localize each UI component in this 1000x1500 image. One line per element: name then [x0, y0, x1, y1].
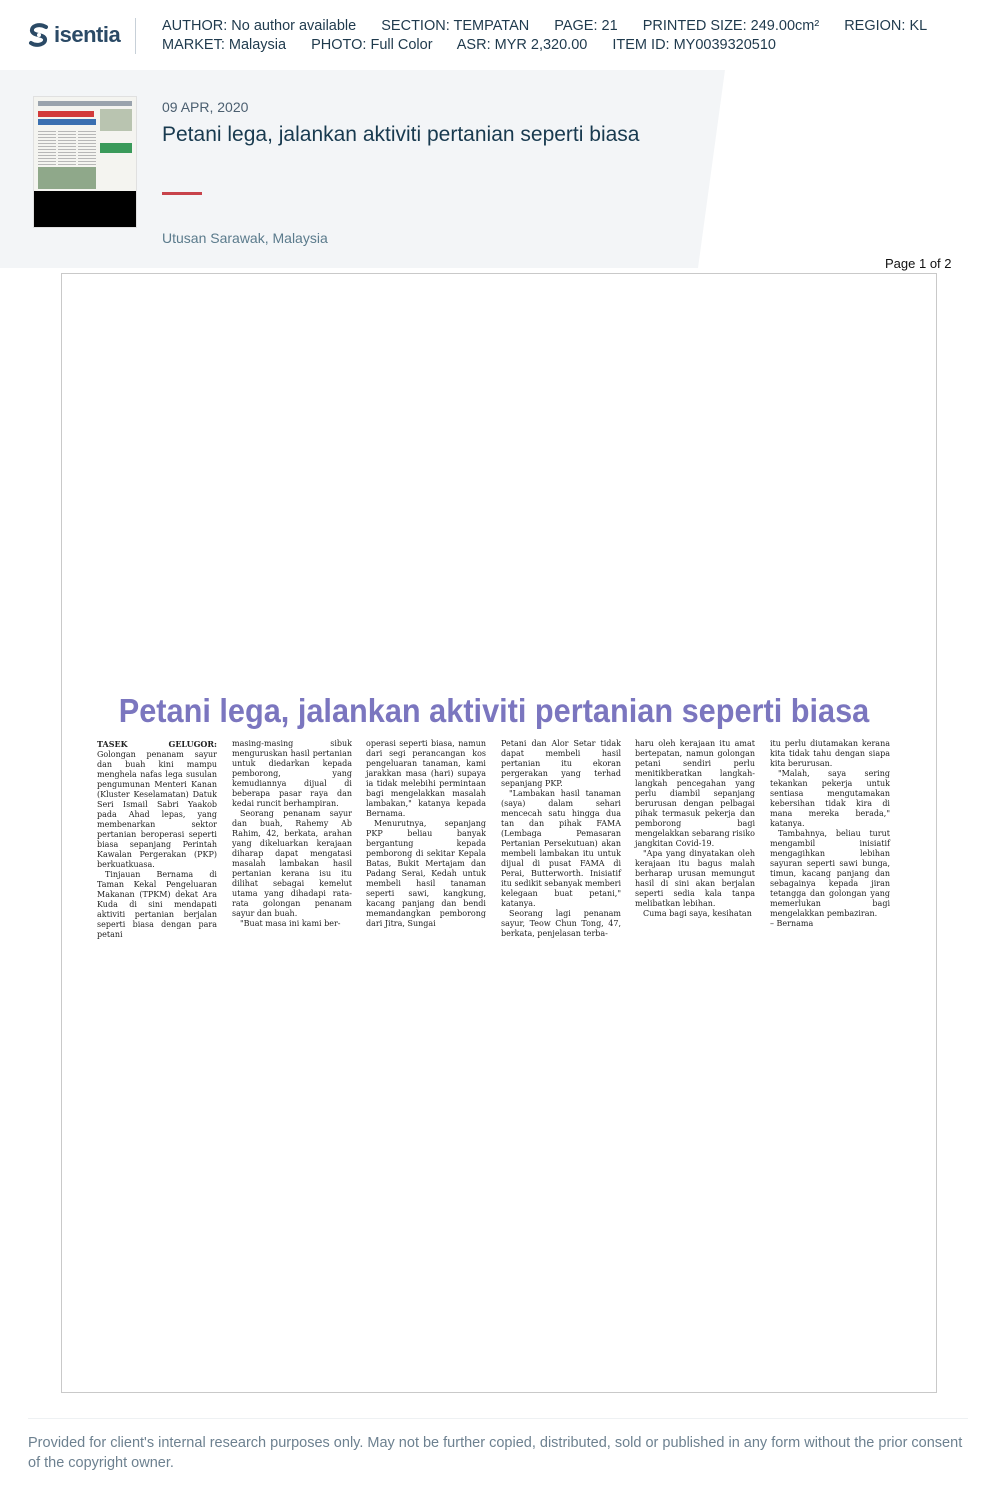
article-column-5 — [635, 739, 755, 919]
article-body — [97, 739, 892, 949]
meta-asr: ASR: MYR 2,320.00 — [456, 37, 588, 53]
article-paragraph: "Apa yang dinyatakan oleh kerajaan itu bagus malah berharap urusan memungut hasil di sini akan berjalan seperti sedia kala tanpa melibatkan lebihan. — [635, 849, 755, 908]
dateline: TASEK GELUGOR: — [97, 739, 217, 749]
page-indicator: Page 1 of 2 — [885, 256, 952, 271]
logo-text: isentia — [54, 22, 121, 47]
brand-logo[interactable] — [28, 22, 120, 48]
isentia-logo-icon — [28, 22, 50, 48]
footer-divider — [28, 1418, 968, 1419]
meta-printed-size: PRINTED SIZE: 249.00cm² — [642, 18, 820, 34]
article-column-2 — [232, 739, 352, 929]
article-column-6 — [770, 739, 890, 929]
accent-divider — [162, 192, 202, 195]
thumb-photo — [38, 167, 96, 189]
article-paragraph: Tambahnya, beliau turut mengambil inisiatif mengagihkan lebihan sayuran seperti sawi bunga, timun, kacang panjang dan sebagainya kepada jiran tetangga dan golongan yang memerlukan bagi mengelakkan pembaziran. — [770, 829, 890, 918]
article-paragraph: haru oleh kerajaan itu amat bertepatan, namun golongan petani sendiri perlu menitikberatkan langkah-langkah pencegahan yang perlu diambil sepanjang berurusan dengan pelbagai pihak termasuk pekerja dan pemborong bagi mengelakkan sebarang risiko jangkitan Covid-19. — [635, 739, 755, 848]
header-band — [0, 70, 1000, 268]
article-paragraph: Seorang lagi penanam sayur, Teow Chun Tong, 47, berkata, penjelasan terba- — [501, 909, 621, 938]
article-paragraph: itu perlu diutamakan kerana kita tidak tahu dengan siapa kita berurusan. — [770, 739, 890, 768]
article-column-4 — [501, 739, 621, 939]
article-paragraph: Petani dan Alor Setar tidak dapat membeli hasil pertanian itu ekoran pergerakan yang terhad sepanjang PKP. — [501, 739, 621, 788]
article-byline: – Bernama — [770, 919, 814, 928]
meta-item-id: ITEM ID: MY0039320510 — [612, 37, 776, 53]
clipping-thumbnail[interactable] — [33, 96, 137, 228]
article-paragraph: operasi seperti biasa, namun dari segi perancangan kos pengeluaran tanaman, kami jarakkan masa (hari) supaya ia tidak melebihi permintaan bagi mengelakkan masalah lambakan," katanya kepada Bernama. — [366, 739, 486, 818]
article-paragraph — [97, 739, 217, 870]
thumb-headline-blue — [38, 119, 96, 125]
article-headline: Petani lega, jalankan aktiviti pertanian seperti biasa — [162, 123, 640, 146]
article-paragraph: Tinjauan Bernama di Taman Kekal Pengeluaran Makanan (TPKM) dekat Ara Kuda di sini mendapati aktiviti pertanian berjalan seperti biasa dengan para petani — [97, 870, 217, 939]
article-column-3 — [366, 739, 486, 929]
article-paragraph: "Lambakan hasil tanaman (saya) dalam sehari mencecah satu hingga dua tan dan pihak FAMA (Lembaga Pemasaran Pertanian Persekutuan) akan membeli lambakan itu untuk dijual di pusat FAMA di Perai, Butterworth. Inisiatif itu sedikit sebanyak memberi kelegaan buat petani," katanya. — [501, 789, 621, 908]
thumb-image — [100, 109, 132, 131]
header-band-shape — [0, 70, 1000, 268]
thumb-masthead — [38, 101, 132, 106]
meta-page: PAGE: 21 — [554, 18, 618, 34]
metadata-row-1 — [162, 17, 948, 36]
publication-source: Utusan Sarawak, Malaysia — [162, 230, 328, 246]
article-paragraph: masing-masing sibuk menguruskan hasil pertanian untuk diedarkan kepada pemborong, yang kemudiannya dijual di beberapa pasar raya dan kedai runcit berhampiran. — [232, 739, 352, 808]
metadata-row-2 — [162, 36, 948, 55]
article-paragraph: Seorang penanam sayur dan buah, Rahemy Ab Rahim, 42, berkata, arahan yang dikeluarkan kerajaan diharap dapat mengatasi masalah lambakan hasil pertanian kerana isu itu dilihat sebagai kemelut utama yang dihadapi rata-rata golongan penanam sayur dan buah. — [232, 809, 352, 918]
meta-section: SECTION: TEMPATAN — [381, 18, 530, 34]
thumb-headline-red — [38, 111, 94, 117]
thumb-subheadline — [100, 143, 132, 153]
article-date: 09 APR, 2020 — [162, 99, 249, 115]
thumb-redaction — [34, 191, 136, 227]
logo-divider — [135, 18, 136, 54]
article-paragraph: "Malah, saya sering tekankan pekerja untuk sentiasa mengutamakan kebersihan tidak kira di mana mereka berada," katanya. — [770, 769, 890, 828]
meta-author: AUTHOR: No author available — [162, 18, 357, 34]
metadata-block — [162, 17, 948, 55]
meta-photo: PHOTO: Full Color — [311, 37, 433, 53]
article-paragraph: Menurutnya, sepanjang PKP beliau banyak bergantung kepada pemborong di sekitar Kepala Batas, Bukit Mertajam dan Padang Serai, Kedah untuk membeli hasil tanaman seperti sawi, kangkung, kacang panjang dan bendi memandangkan pemborong dari Jitra, Sungai — [366, 819, 486, 928]
article-title: Petani lega, jalankan aktiviti pertanian seperti biasa — [118, 692, 870, 729]
top-bar — [0, 0, 1000, 70]
meta-region: REGION: KL — [844, 18, 928, 34]
meta-market: MARKET: Malaysia — [162, 37, 287, 53]
article-paragraph: Cuma bagi saya, kesihatan — [643, 909, 752, 918]
article-paragraph: "Buat masa ini kami ber- — [240, 919, 341, 928]
paragraph-text: Golongan penanam sayur dan buah kini mampu menghela nafas lega susulan pengumunan Menteri Kanan (Kluster Keselamatan) Datuk Seri Ismail Sabri Yaakob pada Ahad lepas, yang membenarkan sektor pertanian beroperasi seperti biasa sepanjang Perintah Kawalan Pergerakan (PKP) berkuatkuasa. — [97, 750, 217, 869]
article-column-1 — [97, 739, 217, 940]
copyright-disclaimer: Provided for client's internal research purposes only. May not be further copied, distributed, sold or published in any form without the prior consent of the copyright owner. — [28, 1435, 963, 1471]
